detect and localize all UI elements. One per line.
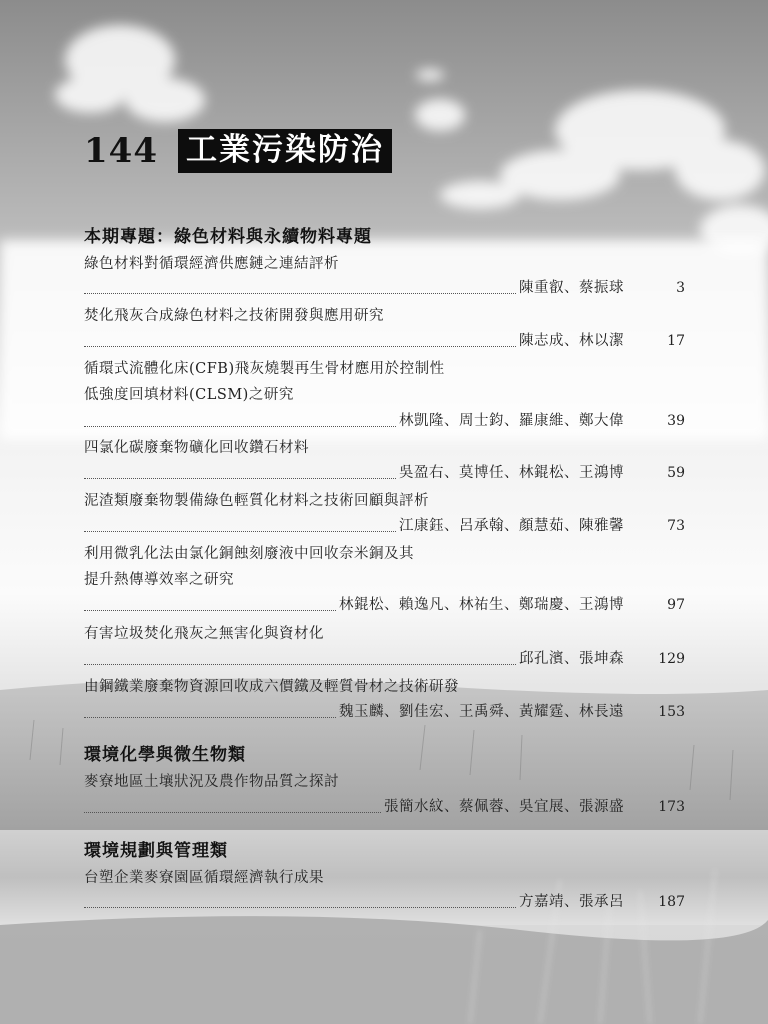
article-authors: 方嘉靖、張承呂 [519,894,624,910]
dot-leader [84,478,396,479]
article-title[interactable]: 四氯化碳廢棄物礦化回收鑽石材料 [84,440,309,456]
article-title[interactable]: 有害垃圾焚化飛灰之無害化與資材化 [84,626,324,642]
page-number[interactable]: 17 [667,333,685,349]
page-number[interactable]: 73 [667,518,685,534]
dot-leader [84,717,336,718]
article-authors: 魏玉麟、劉佳宏、王禹舜、黃耀霆、林長遠 [339,704,624,720]
toc-entry-line [84,277,624,299]
toc-entry-line [84,891,624,913]
dot-leader [84,610,336,611]
toc-entry-line [84,594,624,616]
article-authors: 張簡水紋、蔡佩蓉、吳宜展、張源盛 [384,799,624,815]
article-title-continued[interactable]: 低強度回填材料(CLSM)之研究 [84,387,294,403]
dot-leader [84,426,396,427]
toc-entry-line [84,701,624,723]
article-authors: 邱孔濱、張坤森 [519,651,624,667]
article-title[interactable]: 麥寮地區土壤狀況及農作物品質之探討 [84,774,339,790]
page-number[interactable]: 59 [667,465,685,481]
article-title[interactable]: 由鋼鐵業廢棄物資源回收成六價鐵及輕質骨材之技術研發 [84,679,459,695]
article-title[interactable]: 泥渣類廢棄物製備綠色輕質化材料之技術回顧與評析 [84,493,429,509]
page-number[interactable]: 129 [658,651,685,667]
issue-number: 144 [84,131,158,171]
toc-entry-line [84,330,624,352]
article-title-continued[interactable]: 提升熱傳導效率之研究 [84,572,234,588]
page-number[interactable]: 187 [658,894,685,910]
toc-entry-line [84,648,624,670]
page-number[interactable]: 39 [667,413,685,429]
page-number[interactable]: 3 [676,280,685,296]
page-number[interactable]: 173 [658,799,685,815]
dot-leader [84,664,516,665]
dot-leader [84,812,381,813]
toc-entry-line [84,796,624,818]
section-heading: 本期專題：綠色材料與永續物料專題 [84,227,372,247]
article-title[interactable]: 循環式流體化床(CFB)飛灰燒製再生骨材應用於控制性 [84,361,445,377]
section-heading: 環境化學與微生物類 [84,745,246,765]
article-authors: 林錕松、賴逸凡、林祐生、鄭瑞慶、王鴻博 [339,597,624,613]
article-authors: 陳志成、林以潔 [519,333,624,349]
section-heading: 環境規劃與管理類 [84,841,228,861]
article-title[interactable]: 利用微乳化法由氯化銅蝕刻廢液中回收奈米銅及其 [84,546,414,562]
article-title[interactable]: 台塑企業麥寮園區循環經濟執行成果 [84,870,324,886]
article-authors: 林凱隆、周士鈞、羅康維、鄭大偉 [399,413,624,429]
dot-leader [84,907,516,908]
dot-leader [84,293,516,294]
dot-leader [84,346,516,347]
journal-title: 工業污染防治 [178,129,392,173]
article-authors: 吳盈右、莫博任、林錕松、王鴻博 [399,465,624,481]
toc-entry-line [84,410,624,432]
dot-leader [84,531,396,532]
article-authors: 江康鈺、呂承翰、顏慧茹、陳雅馨 [399,518,624,534]
article-title[interactable]: 綠色材料對循環經濟供應鏈之連結評析 [84,256,339,272]
issue-header [84,128,392,174]
toc-entry-line [84,462,624,484]
article-title[interactable]: 焚化飛灰合成綠色材料之技術開發與應用研究 [84,308,384,324]
article-authors: 陳重叡、蔡振球 [519,280,624,296]
page-number[interactable]: 153 [658,704,685,720]
page-number[interactable]: 97 [667,597,685,613]
toc-entry-line [84,515,624,537]
